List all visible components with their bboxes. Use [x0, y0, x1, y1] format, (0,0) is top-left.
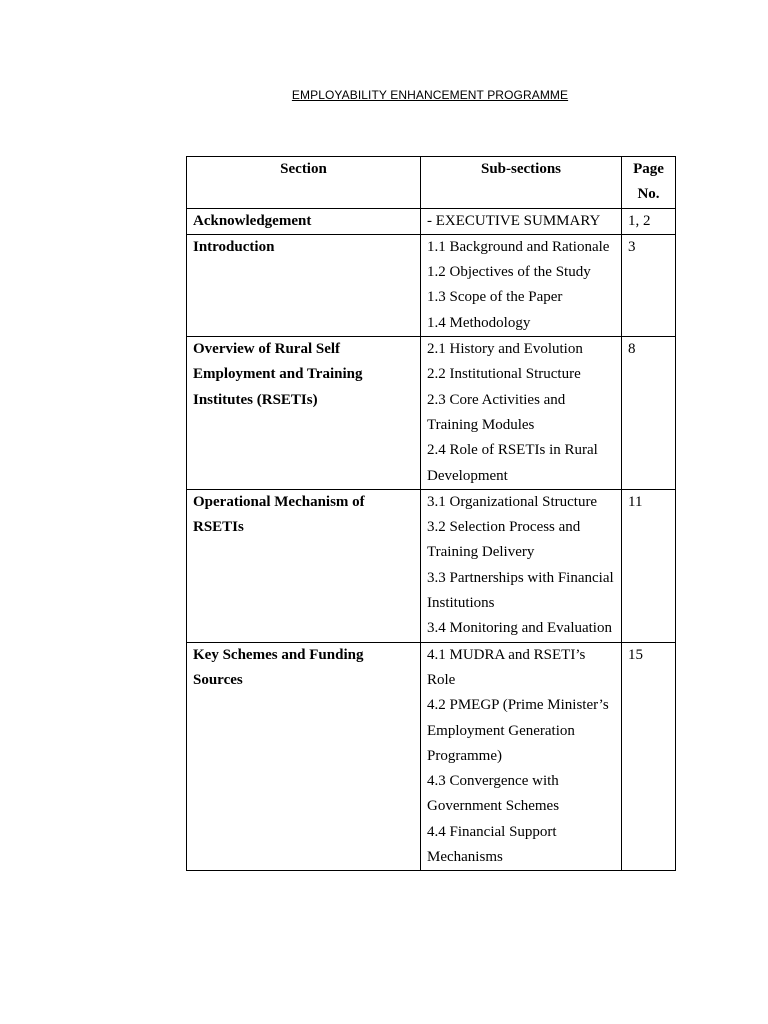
header-page-no: Page No. — [622, 157, 676, 209]
table-row — [187, 489, 676, 642]
page-cell: 3 — [622, 234, 676, 336]
subsection-item: - EXECUTIVE SUMMARY — [427, 212, 601, 229]
table-of-contents — [186, 156, 676, 871]
table-row — [187, 642, 676, 871]
table-row — [187, 337, 676, 490]
header-subsections: Sub-sections — [421, 157, 622, 209]
page-cell: 11 — [622, 489, 676, 642]
subsections-cell — [421, 337, 622, 490]
subsections-cell — [421, 208, 622, 234]
subsection-item: 2.2 Institutional Structure — [427, 366, 581, 383]
subsection-item: 4.1 MUDRA and RSETI’s Role — [427, 646, 586, 688]
subsection-item: 3.1 Organizational Structure — [427, 493, 598, 510]
subsections-cell — [421, 234, 622, 336]
subsection-item: 3.4 Monitoring and Evaluation — [427, 620, 612, 637]
section-cell: Operational Mechanism of RSETIs — [187, 489, 421, 642]
section-cell: Introduction — [187, 234, 421, 336]
page-cell: 1, 2 — [622, 208, 676, 234]
table-header-row — [187, 157, 676, 209]
subsection-item: 1.1 Background and Rationale — [427, 238, 610, 255]
subsection-item: 2.1 History and Evolution — [427, 341, 583, 358]
table-row — [187, 208, 676, 234]
subsection-item: 4.2 PMEGP (Prime Minister’s Employment Generation Programme) — [427, 697, 609, 764]
subsection-item: 1.2 Objectives of the Study — [427, 264, 591, 281]
subsection-item: 3.2 Selection Process and Training Delivery — [427, 519, 581, 561]
subsection-item: 3.3 Partnerships with Financial Institutions — [427, 569, 614, 612]
section-cell: Acknowledgement — [187, 208, 421, 234]
section-cell: Key Schemes and Funding Sources — [187, 642, 421, 871]
document-title: EMPLOYABILITY ENHANCEMENT PROGRAMME — [291, 88, 569, 102]
subsections-cell — [421, 642, 622, 871]
table-row — [187, 234, 676, 336]
subsection-item: 1.3 Scope of the Paper — [427, 289, 563, 306]
header-section: Section — [187, 157, 421, 209]
subsection-item: 2.3 Core Activities and Training Modules — [427, 391, 566, 433]
subsections-cell — [421, 489, 622, 642]
page-cell: 8 — [622, 337, 676, 490]
page-cell: 15 — [622, 642, 676, 871]
subsection-item: 4.3 Convergence with Government Schemes — [427, 773, 560, 815]
subsection-item: 1.4 Methodology — [427, 314, 531, 331]
subsection-item: 2.4 Role of RSETIs in Rural Development — [427, 442, 598, 484]
section-cell: Overview of Rural Self Employment and Training Institutes (RSETIs) — [187, 337, 421, 490]
subsection-item: 4.4 Financial Support Mechanisms — [427, 823, 557, 866]
